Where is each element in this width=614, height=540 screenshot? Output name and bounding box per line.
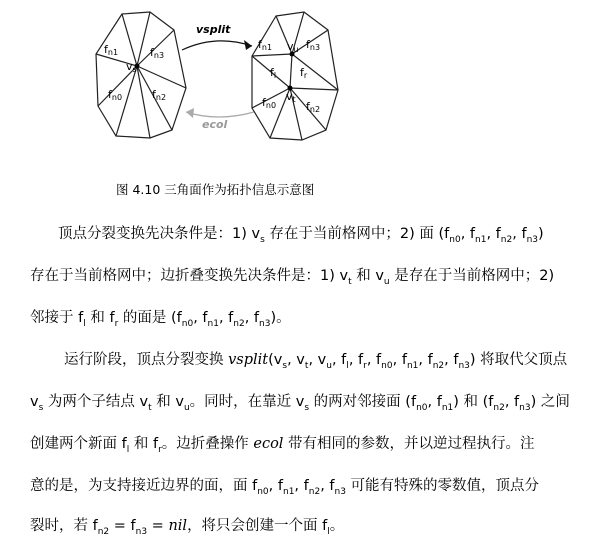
left-vs-label: vs <box>126 60 137 74</box>
paragraph1-line3: 邻接于 $f_l$ 和 $f_r$ 的面是 ($f_{n0}$, $f_{n1}$, $f_{n2}$, $f_{n3}$)。 <box>30 310 291 329</box>
paragraph1-line1: 顶点分裂变换先决条件是：1) $v_s$ 存在于当前格网中；2) 面 ($f_{n0}$, $f_{n1}$, $f_{n2}$, $f_{n3}$) <box>58 226 544 245</box>
topology-figure <box>0 0 614 200</box>
left-mesh <box>96 12 186 138</box>
left-fn3-label: fn3 <box>150 46 165 60</box>
right-fn2-label: fn2 <box>306 100 321 114</box>
right-fn1-label: fn1 <box>258 38 273 52</box>
figure-caption: 图 4.10 三角面作为拓扑信息示意图 <box>116 182 315 197</box>
paragraph2-line5: 裂时，若 $f_{n2} = f_{n3}$ = nil，将只会创建一个面 $f_l$。 <box>30 518 345 537</box>
vsplit-arrow-label: vsplit <box>196 23 231 36</box>
right-vu-label: vu <box>287 40 299 54</box>
right-fr-label: fr <box>300 66 308 80</box>
right-mesh <box>252 12 338 140</box>
paragraph2-line2: $v_s$ 为两个子结点 $v_t$ 和 $v_u$。同时，在靠近 $v_s$ 的两对邻接面 ($f_{n0}$, $f_{n1}$) 和 ($f_{n2}$, $f_{n3}$) 之间 <box>30 394 570 413</box>
ecol-arrow-label: ecol <box>202 118 228 131</box>
paragraph2-line4: 意的是，为支持接近边界的面，面 $f_{n0}$, $f_{n1}$, $f_{n2}$, $f_{n3}$ 可能有特殊的零数值，顶点分 <box>30 478 540 497</box>
left-fn2-label: fn2 <box>152 88 167 102</box>
right-vt-label: vt <box>286 90 296 104</box>
left-fn1-label: fn1 <box>104 43 119 57</box>
left-fn0-label: fn0 <box>108 88 123 102</box>
paragraph2-line3: 创建两个新面 $f_l$ 和 $f_r$。边折叠操作 ecol 带有相同的参数，并以逆过程执行。注 <box>30 436 535 455</box>
right-fn0-label: fn0 <box>262 96 277 110</box>
right-fl-label: fl <box>270 66 277 80</box>
paragraph2-line1: 运行阶段，顶点分裂变换 $vsplit(v_s$, $v_t$, $v_u$, $f_l$, $f_r$, $f_{n0}$, $f_{n1}$, $f_{n2}$, $f_{n3}$) 将取代父顶点 <box>64 352 568 371</box>
paragraph1-line2: 存在于当前格网中；边折叠变换先决条件是：1) $v_t$ 和 $v_u$ 是存在于当前格网中；2) <box>30 268 555 287</box>
right-fn3-label: fn3 <box>306 38 321 52</box>
